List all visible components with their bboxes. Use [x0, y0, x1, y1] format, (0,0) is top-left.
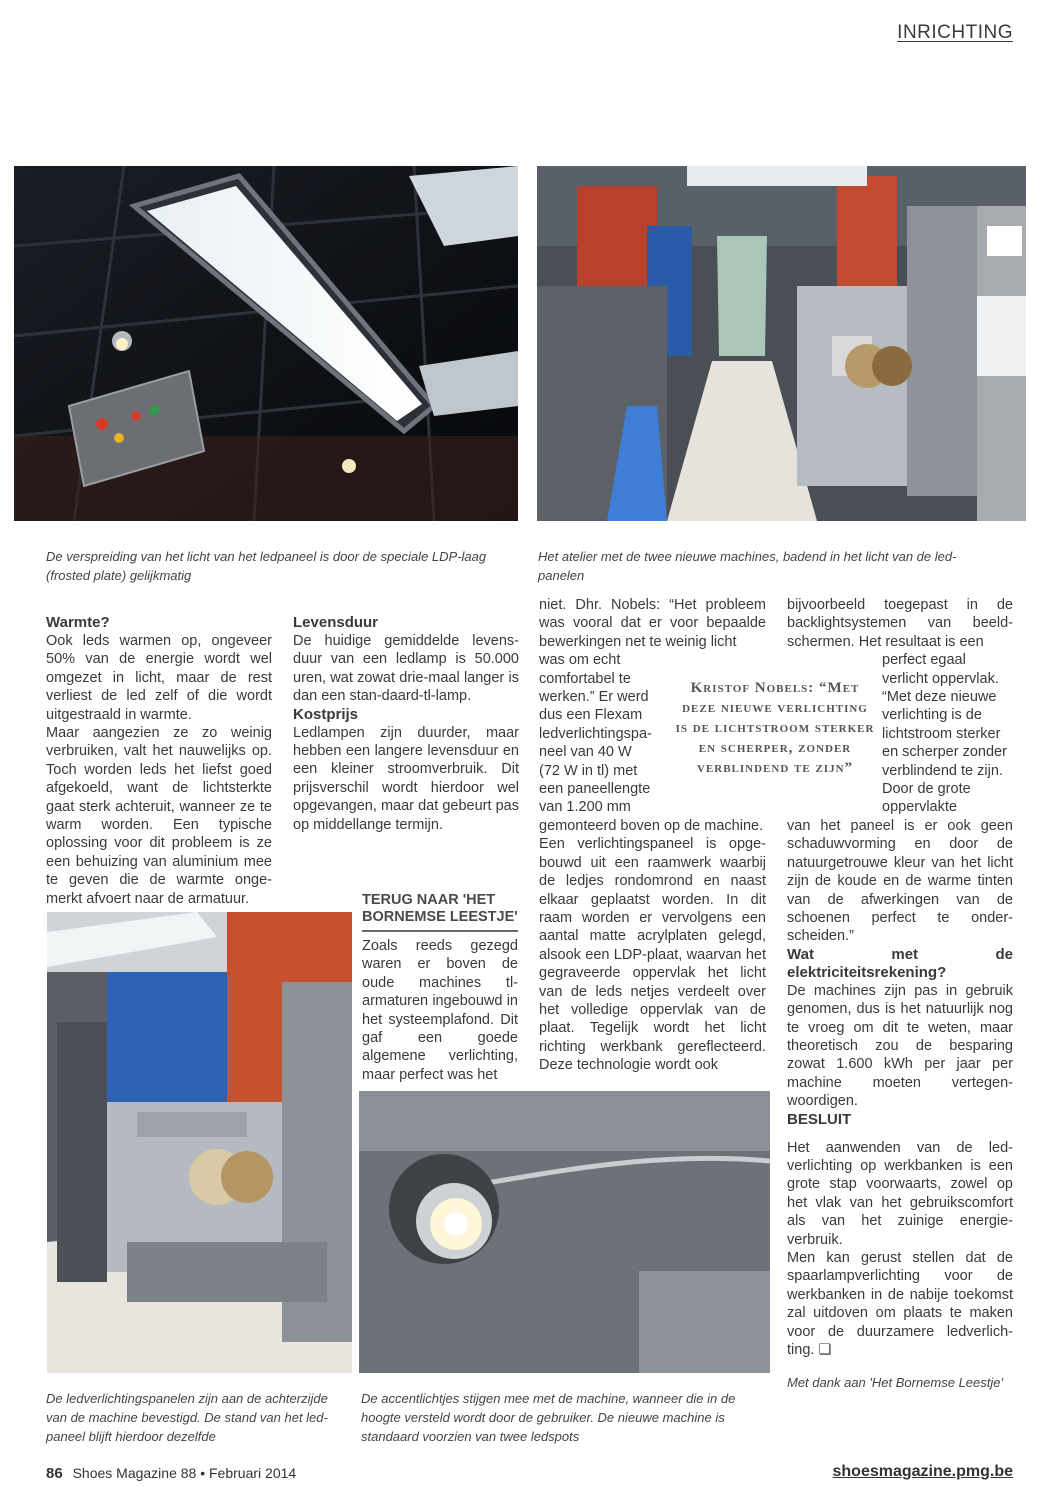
photo-workshop	[537, 166, 1026, 521]
paragraph-besluit-2	[787, 1249, 1013, 1359]
besluit-2-text: Men kan gerust stellen dat de spaarlampverlichting voor de werkbanken in de nabije toekomst zal uitdoven om plaats te maken voor de duurzamere ledverlich-ting.	[787, 1250, 1013, 1359]
column-3-narrow	[539, 651, 666, 817]
page-number: 86	[46, 1465, 63, 1482]
line: lichtstroom sterker	[882, 725, 1001, 742]
photo-machine-led-panels	[47, 912, 352, 1373]
line: dus een Flexam	[539, 707, 643, 724]
line: was om echt	[539, 652, 621, 669]
paragraph-col3-2: Een verlichtingspaneel is opge-bouwd uit een raamwerk waarbij de ledjes rondomrond en naast elkaar geplaatst worden. In dit raam worden er vervolgens een aantal matte acrylplaten gelegd, alsook een LDP-plaat, waarvan het gegraveerde oppervlak het licht van de leds netjes verdeelt over het volledige oppervlak van de plaat. Tegelijk wordt het licht richting werkbank gereflecteerd. Deze technologie wordt ook	[539, 836, 766, 1074]
line: een paneellengte	[539, 781, 651, 798]
heading-kostprijs: Kostprijs	[293, 705, 359, 723]
line: neel van 40 W	[539, 744, 632, 761]
heading-besluit: BESLUIT	[787, 1110, 852, 1128]
caption-top-right: Het atelier met de twee nieuwe machines, badend in het licht van de led-panelen	[538, 549, 957, 583]
column-warmte	[46, 614, 272, 908]
line: “Met deze nieuwe	[882, 689, 997, 706]
footer-left	[46, 1465, 296, 1482]
ceiling-panel-illustration	[14, 166, 518, 521]
textbox-rule	[362, 930, 518, 932]
line: verlicht oppervlak.	[882, 670, 999, 687]
paragraph-elektriciteitsrekening: De machines zijn pas in gebruik genomen, dus is het natuurlijk nog te vroeg om dit te weten, maar theoretisch zou de besparing zowat 1.600 kWh per jaar per machine moeten vertegen-woordigen.	[787, 982, 1013, 1110]
machine-illustration	[47, 912, 352, 1373]
paragraph-col4-rest: van het paneel is er ook geen schaduwvorming en door de natuurgetrouwe kleur van het licht zijn de koude en de warme tinten van de afwerkingen van de schoenen perfect te onder-scheiden.”	[787, 817, 1013, 945]
thanks-note: Met dank aan 'Het Bornemse Leestje'	[787, 1375, 1003, 1391]
line: verlichting is de	[882, 707, 982, 724]
workshop-illustration	[537, 166, 1026, 521]
line: comfortabel te	[539, 670, 631, 687]
column-3	[539, 596, 766, 1075]
paragraph-col3-top: niet. Dhr. Nobels: “Het probleem was vooral dat er voor bepaalde bewerkingen net te weinig licht	[539, 597, 766, 650]
column-levensduur	[293, 614, 519, 834]
paragraph-col4-top: bijvoorbeeld toegepast in de backlightsystemen van beeld-schermen. Het resultaat is een	[787, 597, 1013, 650]
end-mark-icon: ❑	[818, 1342, 832, 1359]
line: en scherper zonder	[882, 744, 1007, 761]
textbox-heading: TERUG NAAR 'HET BORNEMSE LEESTJE'	[362, 892, 518, 925]
line: werken.” Er werd	[539, 689, 649, 706]
photo-accent-led-spot	[359, 1091, 770, 1373]
line: oppervlakte	[882, 799, 957, 816]
caption-top-left: De verspreiding van het licht van het ledpaneel is door de speciale LDP-laag (frosted plate) gelijkmatig	[46, 549, 487, 583]
pull-quote: Kristof Nobels: “Met deze nieuwe verlichting is de lichtstroom sterker en scherper, zonder verblindend te zijn”	[675, 680, 875, 776]
paragraph-warmte-1: Ook leds warmen op, ongeveer 50% van de energie wordt wel omgezet in licht, maar de rest verliest de led zelf of die wordt uitgestraald in warmte.	[46, 633, 272, 723]
heading-elektriciteitsrekening: Wat met de elektriciteitsrekening?	[787, 945, 1013, 981]
paragraph-col3-rest: gemonteerd boven op de machine.	[539, 817, 764, 834]
section-label: INRICHTING	[897, 22, 1013, 43]
paragraph-levensduur: De huidige gemiddelde levens-duur van een ledlamp is 50.000 uren, wat zowat drie-maal langer is dan een stan-daard-tl-lamp.	[293, 633, 519, 705]
heading-levensduur: Levensduur	[293, 614, 379, 631]
textbox-bornemse-leestje	[362, 892, 518, 1084]
led-spot-illustration	[359, 1091, 770, 1373]
line: ledverlichtingspa-	[539, 725, 652, 742]
paragraph-warmte-2: Maar aangezien ze zo weinig verbruiken, valt het nauwelijks op. Toch worden leds het liefst goed afgekoeld, want de lichtsterkte gaat sterk achteruit, wanneer ze te warm worden. Een typische oplossing voor dit probleem is ze een behuizing van aluminium mee te geven die de warmte onge-merkt afvoert naar de armatuur.	[46, 725, 272, 907]
caption-bottom-middle: De accentlichtjes stijgen mee met de machine, wanneer die in de hoogte versteld wordt door de gebruiker. De nieuwe machine is standaard voorzien van twee ledspots	[361, 1391, 736, 1444]
column-4	[787, 596, 1013, 1392]
paragraph-kostprijs: Ledlampen zijn duurder, maar hebben een langere levensduur en een kleiner stroomverbruik. Dit prijsverschil wordt hierdoor wel opgevangen, maar dat gebeurt pas op middellange termijn.	[293, 724, 519, 833]
line: van 1.200 mm	[539, 799, 631, 816]
heading-warmte: Warmte?	[46, 614, 110, 631]
line: Door de grote	[882, 781, 971, 798]
line: verblindend te zijn.	[882, 762, 1003, 779]
line: perfect egaal	[882, 652, 966, 669]
magazine-issue: Shoes Magazine 88 • Februari 2014	[72, 1465, 297, 1481]
line: (72 W in tl) met	[539, 762, 638, 779]
paragraph-besluit-1: Het aanwenden van de led-verlichting op werkbanken is een grote stap voorwaarts, zowel op het vlak van het gebruikscomfort als van het zuinige energie-verbruik.	[787, 1139, 1013, 1248]
photo-ceiling-led-panel	[14, 166, 518, 521]
footer-website-link[interactable]: shoesmagazine.pmg.be	[832, 1463, 1013, 1480]
column-4-narrow	[882, 651, 1013, 817]
caption-bottom-left: De ledverlichtingspanelen zijn aan de achterzijde van de machine bevestigd. De stand van het led-paneel blijft hierdoor dezelfde	[46, 1391, 328, 1444]
textbox-text: Zoals reeds gezegd waren er boven de oude machines tl-armaturen ingebouwd in het systeemplafond. Dit gaf een goede algemene verlichting, maar perfect was het	[362, 938, 518, 1083]
